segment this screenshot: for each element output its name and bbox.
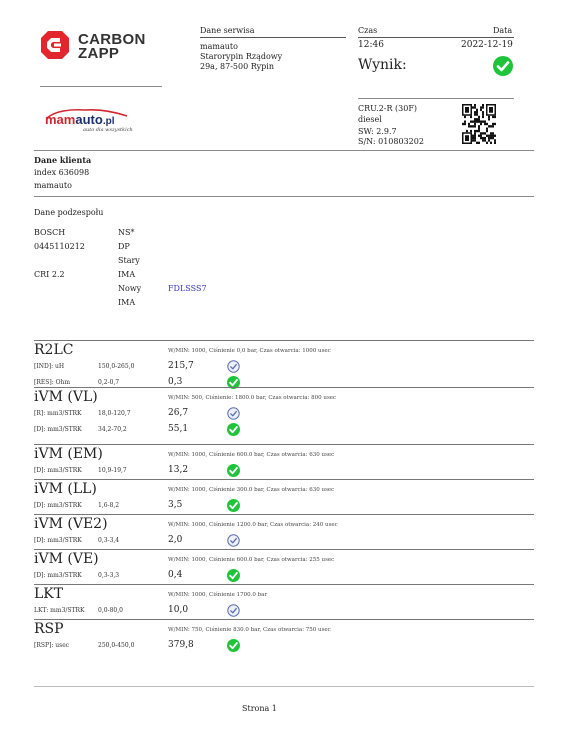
measurement-range: 250,0-450,0 <box>98 642 135 649</box>
partner-logo-mam: mam <box>45 112 76 127</box>
test-parameters: W/MIN: 1000, Ciśnienie 600.0 bar, Czas otwarcia: 255 usec <box>168 557 335 563</box>
measurement-value: 215,7 <box>168 361 194 371</box>
service-street: Starorypin Rządowy <box>200 52 283 61</box>
status-ok-icon <box>227 639 240 652</box>
measurement-range: 18,0-120,7 <box>98 410 131 417</box>
measurement-value: 3,5 <box>168 500 183 510</box>
date-label: Data <box>493 26 513 35</box>
component-part-number: 0445110212 <box>34 242 85 251</box>
divider <box>34 549 534 550</box>
partner-logo <box>45 104 135 133</box>
component-ima-old: IMA <box>118 270 136 279</box>
test-parameters: W/MIN: 750, Ciśnienie 830.0 bar, Czas otwarcia: 750 usec <box>168 627 331 633</box>
measurement-range: 150,0-265,0 <box>98 363 135 370</box>
component-ns: NS* <box>118 228 135 237</box>
measurement-label: [D]: mm3/STRK <box>34 426 82 433</box>
divider <box>34 479 534 480</box>
divider <box>34 619 534 620</box>
measurement-range: 0,3-3,3 <box>98 572 120 579</box>
test-title: iVM (EM) <box>34 446 103 462</box>
divider <box>34 686 534 687</box>
service-city: 29a, 87-500 Rypin <box>200 62 274 71</box>
status-info-icon <box>227 360 240 373</box>
fuel-type: diesel <box>358 115 382 124</box>
partner-logo-auto: auto <box>75 112 103 127</box>
measurement-value: 55,1 <box>168 424 189 434</box>
test-parameters: W/MIN: 1000, Ciśnienie 300.0 bar, Czas otwarcia: 630 usec <box>168 487 335 493</box>
divider <box>200 37 346 38</box>
divider <box>40 86 162 87</box>
measurement-range: 34,2-70,2 <box>98 426 127 433</box>
component-ima-new-value: FDLSSS7 <box>168 284 207 293</box>
status-ok-icon <box>227 423 240 436</box>
test-title: iVM (LL) <box>34 481 97 497</box>
test-parameters: W/MIN: 1000, Ciśnienie 600.0 bar, Czas otwarcia: 630 usec <box>168 452 335 458</box>
divider <box>34 514 534 515</box>
divider <box>34 387 534 388</box>
date-value: 2022-12-19 <box>461 40 513 50</box>
measurement-label: [D]: mm3/STRK <box>34 467 82 474</box>
result-ok-icon <box>493 56 513 76</box>
time-label: Czas <box>358 26 378 35</box>
service-label: Dane serwisa <box>200 26 255 35</box>
serial-number: S/N: 010803202 <box>358 137 424 146</box>
measurement-range: 10,9-19,7 <box>98 467 127 474</box>
measurement-value: 13,2 <box>168 465 189 475</box>
test-title: LKT <box>34 586 64 602</box>
status-info-icon <box>227 604 240 617</box>
measurement-value: 0,3 <box>168 377 183 387</box>
measurement-label: [RSP]: usec <box>34 642 70 649</box>
measurement-value: 379,8 <box>168 640 194 650</box>
measurement-range: 0,2-0,7 <box>98 379 120 386</box>
measurement-value: 2,0 <box>168 535 183 545</box>
measurement-value: 26,7 <box>168 408 189 418</box>
partner-tagline: auto dla wszystkich <box>83 127 133 133</box>
status-ok-icon <box>227 499 240 512</box>
measurement-label: LKT: mm3/STRK <box>34 607 85 614</box>
measurement-label: [R]: mm3/STRK <box>34 410 82 417</box>
test-parameters: W/MIN: 500, Ciśnienie: 1800.0 bar, Czas otwarcia: 800 usec <box>168 395 337 401</box>
measurement-value: 0,4 <box>168 570 183 580</box>
test-parameters: W/MIN: 1000, Ciśnienie 0,0 bar, Czas otwarcia: 1000 usec <box>168 348 331 354</box>
result-label: Wynik: <box>358 57 407 73</box>
status-ok-icon <box>227 464 240 477</box>
status-info-icon <box>227 407 240 420</box>
component-ima-new: IMA <box>118 298 136 307</box>
component-label: Dane podzespołu <box>34 208 104 217</box>
test-parameters: W/MIN: 1000, Ciśnienie 1700.0 bar <box>168 592 268 598</box>
test-title: RSP <box>34 621 64 637</box>
component-nowy: Nowy <box>118 284 142 293</box>
measurement-value: 10,0 <box>168 605 189 615</box>
divider <box>34 340 534 341</box>
test-title: R2LC <box>34 342 74 358</box>
client-label: Dane klienta <box>34 155 92 165</box>
measurement-label: [RES]: Ohm <box>34 379 71 386</box>
measurement-range: 0,0-80,0 <box>98 607 123 614</box>
brand-name-line2: ZAPP <box>78 45 120 62</box>
divider <box>34 196 534 197</box>
measurement-label: [D]: mm3/STRK <box>34 572 82 579</box>
test-title: iVM (VE2) <box>34 516 108 532</box>
component-dp: DP <box>118 242 130 251</box>
status-ok-icon <box>227 569 240 582</box>
measurement-range: 0,3-3,4 <box>98 537 120 544</box>
brand-name-line1: CARBON <box>78 31 146 48</box>
divider <box>358 98 514 99</box>
time-value: 12:46 <box>358 40 384 50</box>
measurement-label: [D]: mm3/STRK <box>34 502 82 509</box>
measurement-label: [IND]: uH <box>34 363 65 370</box>
divider <box>358 37 514 38</box>
service-name: mamauto <box>200 42 238 51</box>
test-title: iVM (VE) <box>34 551 99 567</box>
test-parameters: W/MIN: 1000, Ciśnienie 1200.0 bar, Czas otwarcia: 240 usec <box>168 522 338 528</box>
software-version: SW: 2.9.7 <box>358 127 397 136</box>
qr-code-icon <box>462 104 496 144</box>
divider <box>34 444 534 445</box>
component-type: CRI 2.2 <box>34 270 65 279</box>
divider <box>34 150 534 151</box>
partner-logo-pl: .pl <box>102 116 115 127</box>
component-stary: Stary <box>118 256 140 265</box>
carbonzapp-logo-icon <box>40 30 70 60</box>
status-info-icon <box>227 534 240 547</box>
measurement-range: 1,6-8,2 <box>98 502 120 509</box>
client-index: index 636098 <box>34 168 90 177</box>
page-number: Strona 1 <box>242 704 277 713</box>
measurement-label: [D]: mm3/STRK <box>34 537 82 544</box>
test-title: iVM (VL) <box>34 389 98 405</box>
divider <box>34 584 534 585</box>
device-model: CRU.2-R (30F) <box>358 104 418 113</box>
client-name: mamauto <box>34 181 72 190</box>
component-manufacturer: BOSCH <box>34 228 66 237</box>
